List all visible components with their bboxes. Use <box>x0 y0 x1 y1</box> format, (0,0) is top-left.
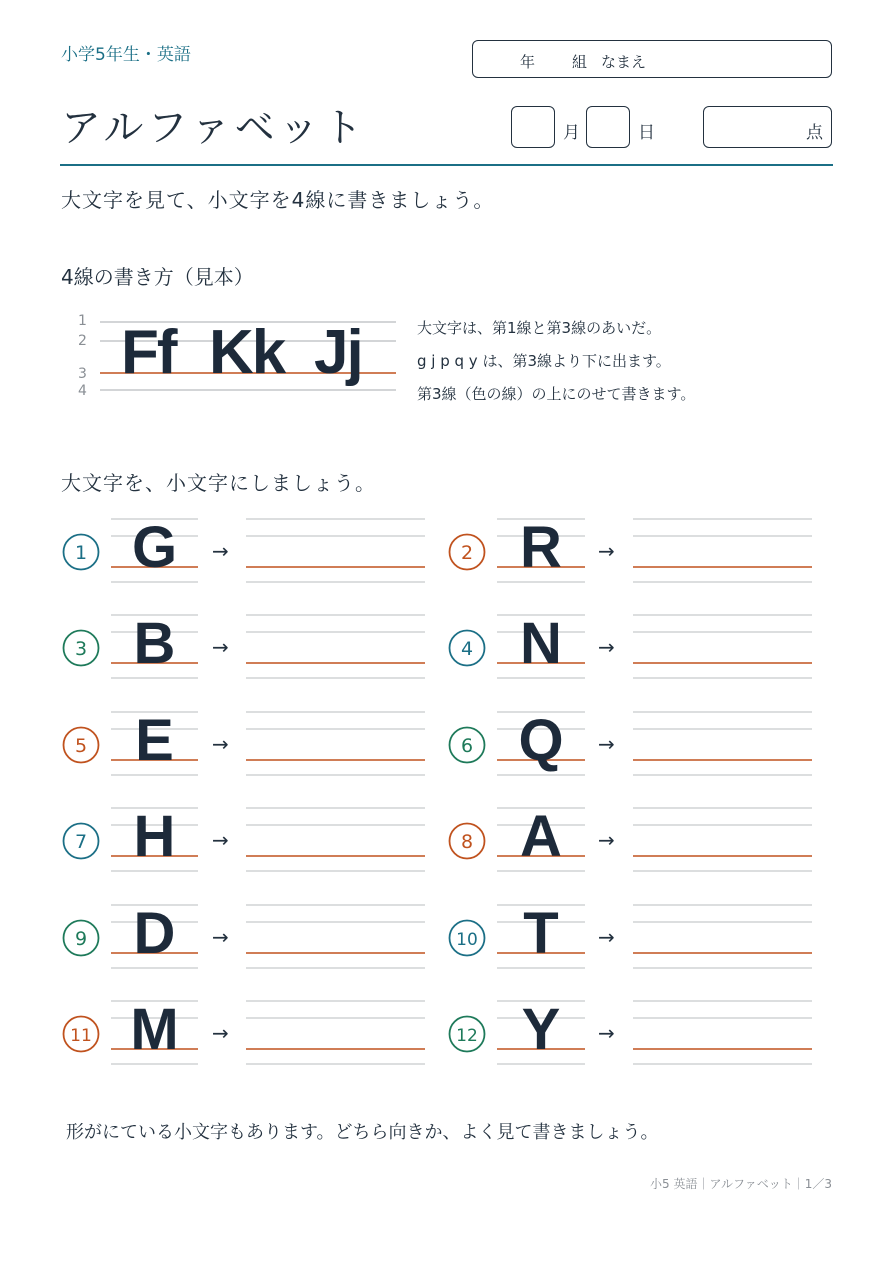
exercise-item <box>450 708 813 775</box>
capital-letter: H <box>133 804 176 869</box>
arrow-icon: → <box>598 732 615 756</box>
exercise-item <box>64 901 426 968</box>
answer-writing-area[interactable] <box>633 615 812 678</box>
item-number: 1 <box>74 542 88 564</box>
kumi-label: 組 <box>572 53 588 71</box>
example-letters-jj: Jj <box>314 318 362 387</box>
exercise-item <box>450 997 813 1064</box>
item-number: 10 <box>456 930 478 950</box>
capital-letter: M <box>130 997 179 1062</box>
exercise-item <box>450 804 813 871</box>
arrow-icon: → <box>212 539 229 563</box>
example-heading: 4線の書き方（見本） <box>61 265 254 289</box>
page-footer: 小5 英語｜アルファベット｜1／3 <box>650 1177 832 1191</box>
arrow-icon: → <box>212 635 229 659</box>
exercise-item <box>64 515 426 582</box>
month-label: 月 <box>563 123 580 143</box>
exercise-item <box>64 708 426 775</box>
line-number-4: 4 <box>78 383 87 399</box>
arrow-icon: → <box>212 1021 229 1045</box>
example-note-3: 第3線（色の線）の上にのせて書きます。 <box>417 385 696 403</box>
instruction: 大文字を見て、小文字を4線に書きましょう。 <box>61 188 495 212</box>
capital-letter: G <box>131 515 178 580</box>
grade-subject: 小学5年生・英語 <box>61 45 191 65</box>
example-note-1: 大文字は、第1線と第3線のあいだ。 <box>417 319 662 337</box>
exercise-item <box>64 997 426 1064</box>
example-note-2: g j p q y は、第3線より下に出ます。 <box>417 352 671 370</box>
capital-letter: R <box>520 515 562 580</box>
namae-label: なまえ <box>601 53 647 71</box>
line-number-1: 1 <box>78 313 87 329</box>
answer-writing-area[interactable] <box>246 519 425 582</box>
item-number: 7 <box>74 831 88 853</box>
capital-letter: A <box>520 804 562 869</box>
exercise-item <box>64 804 426 871</box>
answer-writing-area[interactable] <box>633 712 812 775</box>
example-letters-kk: Kk <box>209 318 285 387</box>
arrow-icon: → <box>598 539 615 563</box>
line-number-3: 3 <box>78 366 87 382</box>
arrow-icon: → <box>212 828 229 852</box>
example-letters-ff: Ff <box>121 318 176 387</box>
answer-writing-area[interactable] <box>246 905 425 968</box>
capital-letter: Y <box>521 997 561 1062</box>
capital-letter: Q <box>518 708 564 773</box>
item-number: 12 <box>456 1026 478 1046</box>
capital-letter: N <box>520 611 562 676</box>
item-number: 6 <box>460 735 474 757</box>
answer-writing-area[interactable] <box>633 808 812 871</box>
footer-note: 形がにている小文字もあります。どちら向きか、よく見て書きましょう。 <box>66 1122 659 1143</box>
arrow-icon: → <box>212 732 229 756</box>
arrow-icon: → <box>598 828 615 852</box>
arrow-icon: → <box>598 1021 615 1045</box>
answer-writing-area[interactable] <box>246 712 425 775</box>
arrow-icon: → <box>598 925 615 949</box>
capital-letter: D <box>133 901 176 966</box>
answer-writing-area[interactable] <box>633 519 812 582</box>
answer-writing-area[interactable] <box>246 615 425 678</box>
exercise-item <box>450 901 813 968</box>
item-number: 3 <box>74 638 88 660</box>
item-number: 2 <box>460 542 474 564</box>
exercise-item <box>450 515 813 582</box>
capital-letter: E <box>135 708 174 773</box>
item-number: 4 <box>460 638 474 660</box>
line-number-2: 2 <box>78 333 87 349</box>
exercise-item <box>450 611 813 678</box>
item-number: 8 <box>460 831 474 853</box>
exercise-item <box>64 611 426 678</box>
exercise-heading: 大文字を、小文字にしましょう。 <box>61 471 376 495</box>
nen-label: 年 <box>520 53 536 71</box>
score-label: 点 <box>806 123 823 143</box>
day-label: 日 <box>638 123 655 143</box>
capital-letter: B <box>133 611 176 676</box>
arrow-icon: → <box>212 925 229 949</box>
exercise-grid <box>64 515 813 1064</box>
answer-writing-area[interactable] <box>633 905 812 968</box>
item-number: 5 <box>74 735 88 757</box>
item-number: 9 <box>74 928 88 950</box>
item-number: 11 <box>70 1026 92 1046</box>
answer-writing-area[interactable] <box>246 1001 425 1064</box>
page-title: アルファベット <box>61 105 367 151</box>
answer-writing-area[interactable] <box>246 808 425 871</box>
answer-writing-area[interactable] <box>633 1001 812 1064</box>
arrow-icon: → <box>598 635 615 659</box>
capital-letter: T <box>523 901 559 966</box>
